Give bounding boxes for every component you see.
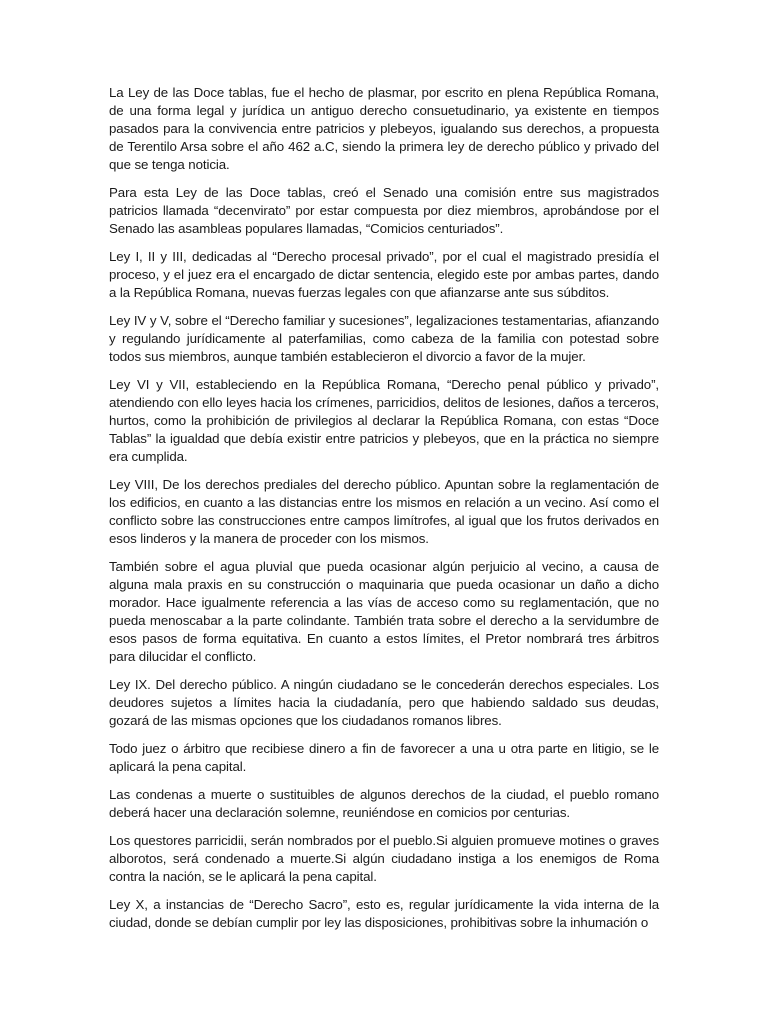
paragraph-ley-vi-vii: Ley VI y VII, estableciendo en la República Romana, “Derecho penal público y privado”, atendiendo con ello leyes hacia los crímenes, parricidios, delitos de lesiones, daños a terceros, hurtos, como la prohibición de privilegios al declarar la República Romana, con estas “Doce Tablas” la igualdad que debía existir entre patricios y plebeyos, que en la práctica no siempre era cumplida. [109, 377, 659, 464]
paragraph-ley-viii: Ley VIII, De los derechos prediales del derecho público. Apuntan sobre la reglamentación de los edificios, en cuanto a las distancias entre los mismos en relación a un vecino. Así como el conflicto sobre las construcciones entre campos limítrofes, al igual que los frutos derivados en esos linderos y la manera de proceder con los mismos. [109, 477, 659, 546]
paragraph-agua-pluvial: También sobre el agua pluvial que pueda ocasionar algún perjuicio al vecino, a causa de alguna mala praxis en su construcción o maquinaria que pueda ocasionar un daño a dicho morador. Hace igualmente referencia a las vías de acceso como su reglamentación, que no pueda menoscabar a la parte colindante. También trata sobre el derecho a la servidumbre de esos pasos de forma equitativa. En cuanto a estos límites, el Pretor nombrará tres árbitros para dilucidar el conflicto. [109, 559, 659, 664]
document-page [109, 84, 659, 942]
paragraph-questores: Los questores parricidii, serán nombrados por el pueblo.Si alguien promueve motines o graves alborotos, será condenado a muerte.Si algún ciudadano instiga a los enemigos de Roma contra la nación, se le aplicará la pena capital. [109, 833, 659, 884]
paragraph-ley-x: Ley X, a instancias de “Derecho Sacro”, esto es, regular jurídicamente la vida interna de la ciudad, donde se debían cumplir por ley las disposiciones, prohibitivas sobre la inhumación o [109, 897, 659, 930]
paragraph-condenas: Las condenas a muerte o sustituibles de algunos derechos de la ciudad, el pueblo romano deberá hacer una declaración solemne, reuniéndose en comicios por centurias. [109, 787, 659, 820]
paragraph-ley-ix: Ley IX. Del derecho público. A ningún ciudadano se le concederán derechos especiales. Los deudores sujetos a límites hacia la ciudadanía, pero que habiendo saldado sus deudas, gozará de las mismas opciones que los ciudadanos romanos libres. [109, 677, 659, 728]
paragraph-decenvirato: Para esta Ley de las Doce tablas, creó el Senado una comisión entre sus magistrados patricios llamada “decenvirato” por estar compuesta por diez miembros, aprobándose por el Senado las asambleas populares llamadas, “Comicios centuriados”. [109, 185, 659, 236]
paragraph-doce-tablas-intro: La Ley de las Doce tablas, fue el hecho de plasmar, por escrito en plena República Romana, de una forma legal y jurídica un antiguo derecho consuetudinario, ya existente en tiempos pasados para la convivencia entre patricios y plebeyos, igualando sus derechos, a propuesta de Terentilo Arsa sobre el año 462 a.C, siendo la primera ley de derecho público y privado del que se tenga noticia. [109, 85, 659, 172]
paragraph-ley-i-ii-iii: Ley I, II y III, dedicadas al “Derecho procesal privado”, por el cual el magistrado presidía el proceso, y el juez era el encargado de dictar sentencia, elegido este por ambas partes, dando a la República Romana, nuevas fuerzas legales con que afianzarse ante sus súbditos. [109, 249, 659, 300]
paragraph-ley-iv-v: Ley IV y V, sobre el “Derecho familiar y sucesiones”, legalizaciones testamentarias, afianzando y regulando jurídicamente al paterfamilias, como cabeza de la familia con potestad sobre todos sus miembros, aunque también establecieron el divorcio a favor de la mujer. [109, 313, 659, 364]
paragraph-juez-arbitro: Todo juez o árbitro que recibiese dinero a fin de favorecer a una u otra parte en litigio, se le aplicará la pena capital. [109, 741, 659, 774]
